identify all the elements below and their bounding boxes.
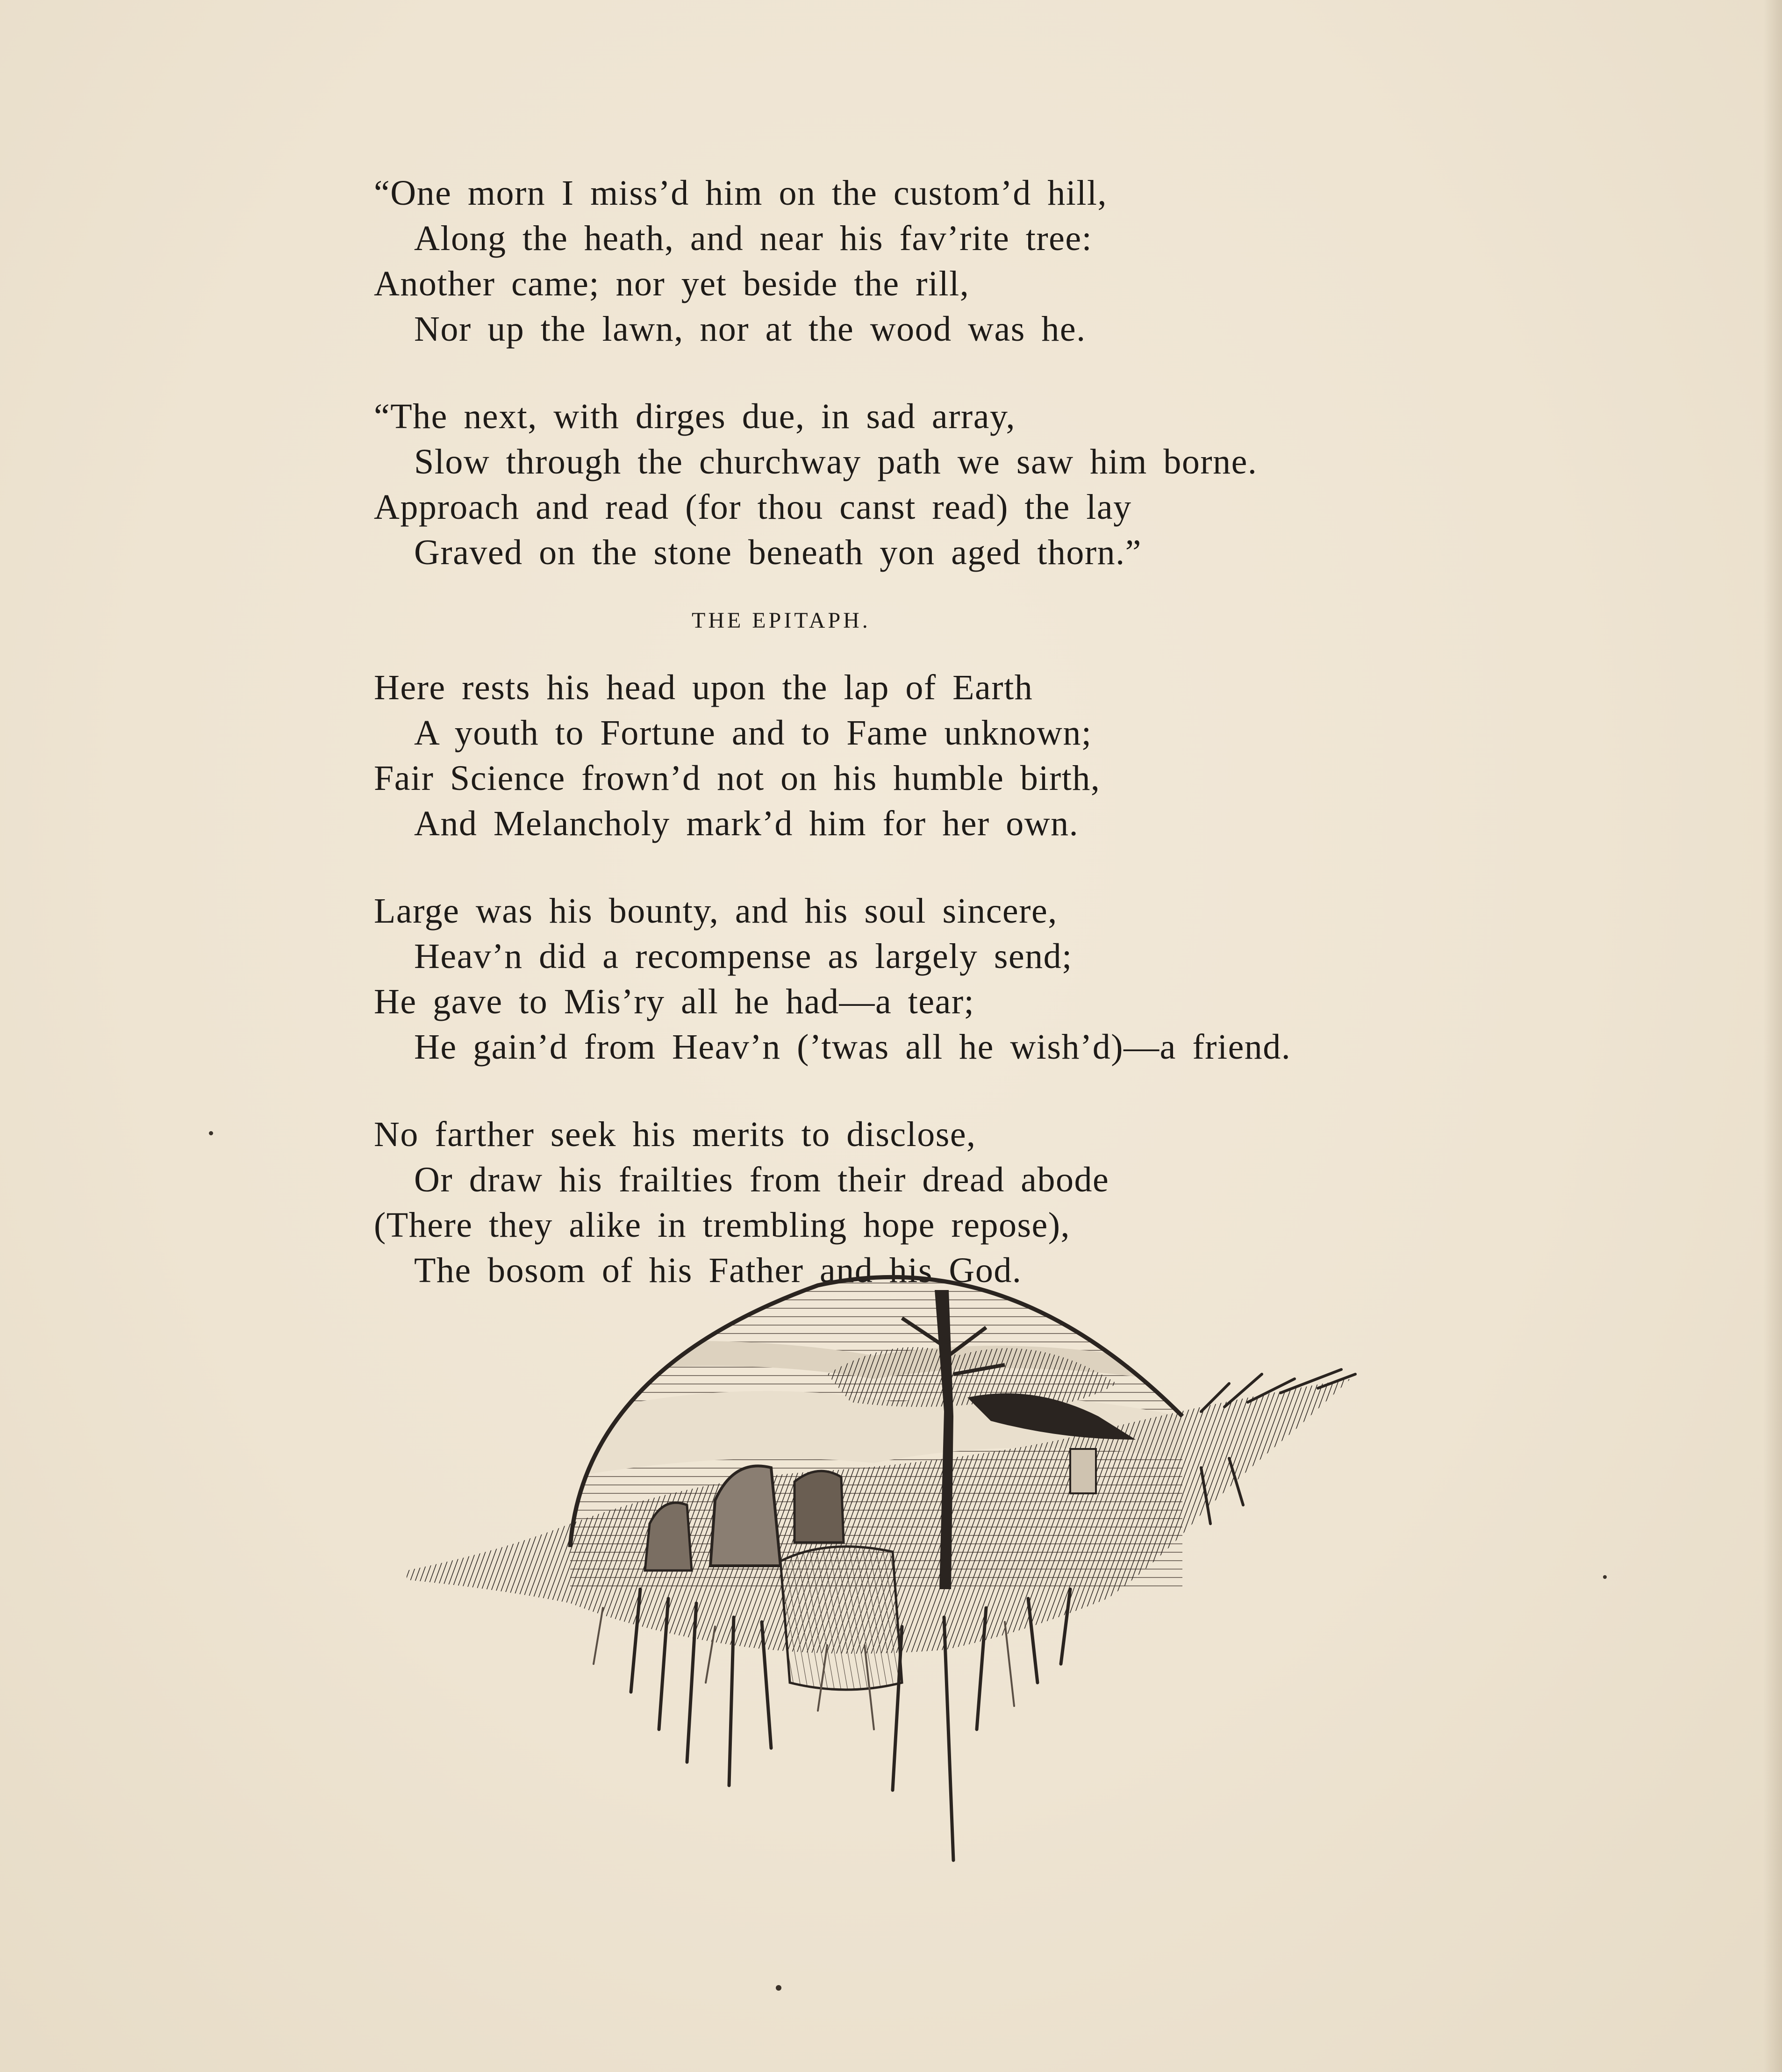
poem-line: He gain’d from Heav’n (’twas all he wish’d)—a friend.: [414, 1027, 1291, 1067]
poem-line: A youth to Fortune and to Fame unknown;: [414, 713, 1092, 753]
poem-line: No farther seek his merits to disclose,: [374, 1115, 976, 1154]
poem-line: Along the heath, and near his fav’rite tree:: [414, 219, 1093, 258]
poem-line: The bosom of his Father and his God.: [414, 1251, 1022, 1290]
poem-line: Here rests his head upon the lap of Earth: [374, 668, 1033, 707]
poem-line: Large was his bounty, and his soul sincere,: [374, 891, 1058, 931]
poem-line: Graved on the stone beneath yon aged thorn.”: [414, 533, 1142, 572]
poem-line: “One morn I miss’d him on the custom’d hill,: [374, 173, 1108, 213]
poem-line: Approach and read (for thou canst read) the lay: [374, 488, 1132, 527]
stanza: [374, 171, 1402, 352]
poem-line: He gave to Mis’ry all he had—a tear;: [374, 982, 975, 1021]
poem-line: And Melancholy mark’d him for her own.: [414, 804, 1079, 843]
epitaph-heading: THE EPITAPH.: [692, 608, 871, 633]
stanza: [374, 665, 1402, 846]
poem-line: Nor up the lawn, nor at the wood was he.: [414, 309, 1086, 349]
page-mark: [1603, 1575, 1607, 1579]
epitaph-stanzas: [374, 665, 1402, 1293]
intro-stanzas: [374, 171, 1402, 575]
poem-line: Slow through the churchway path we saw him borne.: [414, 442, 1258, 481]
stanza: [374, 889, 1402, 1070]
poem-line: (There they alike in trembling hope repose),: [374, 1205, 1071, 1245]
page-edge-shadow: [1763, 0, 1782, 2072]
page-mark: [776, 1985, 781, 1991]
stanza: [374, 394, 1402, 575]
churchyard-illustration: [407, 1262, 1360, 1865]
poem-line: “The next, with dirges due, in sad array,: [374, 397, 1016, 436]
page-mark: [209, 1131, 213, 1135]
poem-line: Fair Science frown’d not on his humble birth,: [374, 759, 1101, 798]
poem-line: Heav’n did a recompense as largely send;: [414, 937, 1073, 976]
poem-line: Or draw his frailties from their dread abode: [414, 1160, 1109, 1199]
poem-text: [374, 171, 1402, 1335]
poem-line: Another came; nor yet beside the rill,: [374, 264, 970, 303]
